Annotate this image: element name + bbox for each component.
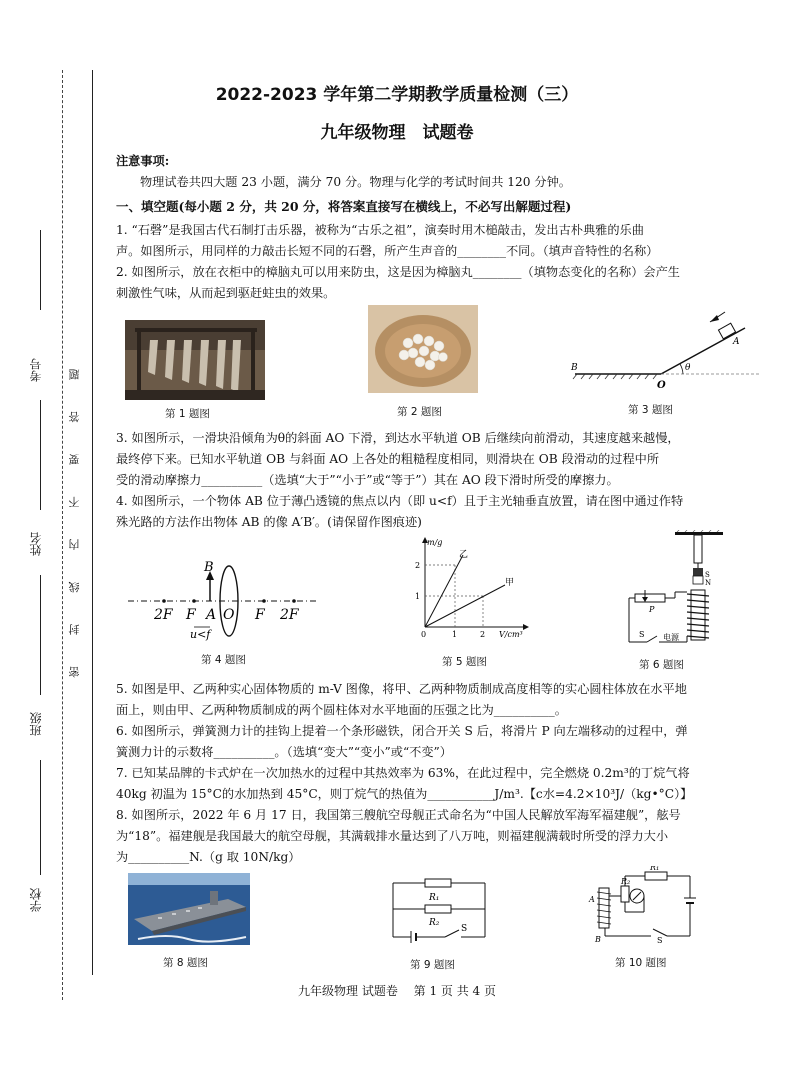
exam-subtitle: 九年级物理 试题卷	[320, 123, 474, 143]
name-label: 姓名	[29, 532, 43, 556]
q3-line2: 最终停下来。已知水平轨道 OB 与斜面 AO 上各处的粗糙程度相同，则滑块在 OB 段滑动的过程中所	[116, 452, 660, 466]
exam-no-label: 考号	[29, 358, 43, 382]
class-line	[40, 575, 41, 695]
fig1-stone-chime-photo	[125, 320, 265, 400]
fig5-series-jia: 甲	[505, 578, 515, 588]
class-label: 班级	[29, 712, 43, 736]
fig4-caption: 第 4 题图	[201, 654, 246, 666]
binding-dashed-line	[62, 70, 63, 1000]
fig4-label-B: B	[204, 560, 214, 575]
q7-line1: 7. 已知某品牌的卡式炉在一次加热水的过程中其热效率为 63%，在此过程中，完全燃烧 0.2m³的丁烷气将	[116, 766, 690, 780]
fig10-label-B: B	[595, 935, 601, 944]
fig5-tick-x1: 1	[452, 630, 458, 639]
q8-line1: 8. 如图所示，2022 年 6 月 17 日，我国第三艘航空母舰正式命名为“中国人民解放军海军福建舰”，舷号	[116, 808, 681, 822]
exam-no-line	[40, 230, 41, 310]
fig6-electromagnet-diagram	[625, 530, 730, 650]
school-label: 学校	[29, 888, 43, 912]
fig9-caption: 第 9 题图	[410, 959, 455, 971]
fig3-label-B: B	[571, 363, 578, 373]
fig5-tick-y2: 2	[415, 561, 421, 570]
page-footer: 九年级物理 试题卷 第 1 页 共 4 页	[298, 984, 496, 998]
fig9-label-S: S	[461, 924, 468, 934]
q1-line1: 1. “石磬”是我国古代石制打击乐器，被称为“古乐之祖”，演奏时用木槌敲击，发出古朴典雅的乐曲	[116, 223, 644, 237]
fig4-label-right2F: 2F	[280, 607, 299, 623]
fig4-label-rightF: F	[255, 607, 265, 623]
fig6-caption: 第 6 题图	[639, 659, 684, 671]
fig10-circuit-diagram	[585, 866, 700, 948]
q5-line2: 面上，则由甲、乙两种物质制成的两个圆柱体对水平地面的压强之比为__________。	[116, 703, 567, 717]
fig4-label-A: A	[206, 607, 217, 623]
fig10-label-A: A	[589, 895, 595, 904]
q6-line1: 6. 如图所示，弹簧测力计的挂钩上提着一个条形磁铁，闭合开关 S 后，将滑片 P 向左端移动的过程中，弹	[116, 724, 688, 738]
q2-line2: 刺激性气味，从而起到驱赶蛀虫的效果。	[116, 286, 336, 300]
fig5-series-yi: 乙	[459, 550, 469, 560]
fig5-tick-x2: 2	[480, 630, 486, 639]
fig5-xlabel: V/cm³	[499, 630, 523, 639]
q3-line1: 3. 如图所示，一滑块沿倾角为θ的斜面 AO 下滑，到达水平轨道 OB 后继续向前滑动，其速度越来越慢，	[116, 431, 680, 445]
fig9-circuit-diagram	[385, 873, 495, 945]
fig9-label-R1: R₁	[429, 893, 440, 903]
fig6-label-P: P	[649, 605, 655, 614]
q4-line2: 殊光路的方法作出物体 AB 的像 A′B′。(请保留作图痕迹)	[116, 515, 422, 529]
fig5-ylabel: m/g	[427, 538, 443, 547]
fig9-label-R2: R₂	[429, 918, 440, 928]
q8-line3: 为__________N.（g 取 10N/kg）	[116, 850, 301, 864]
fig10-label-R2: R₂	[621, 877, 631, 886]
fig4-label-u: u<f	[190, 628, 211, 641]
fig3-incline-diagram	[565, 308, 770, 398]
fig1-caption: 第 1 题图	[165, 408, 210, 420]
exam-title: 2022-2023 学年第二学期教学质量检测（三）	[215, 85, 579, 105]
q1-line2: 声。如图所示，用同样的力敲击长短不同的石磬，所产生声音的________不同。（填声音特性的名称）	[116, 244, 659, 258]
fig6-label-S-switch: S	[639, 630, 645, 639]
fig2-caption: 第 2 题图	[397, 406, 442, 418]
notice-heading: 注意事项:	[116, 154, 170, 168]
q3-line3: 受的滑动摩擦力__________（选填“大于”“小于”或“等于”）其在 AO 段下滑时所受的摩擦力。	[116, 473, 619, 487]
fig4-label-O: O	[223, 607, 235, 623]
fig4-label-left2F: 2F	[154, 607, 173, 623]
binding-solid-line	[92, 70, 93, 975]
fig6-label-source: 电源	[663, 633, 679, 642]
fig5-tick-x0: 0	[421, 630, 427, 639]
notice-body: 物理试卷共四大题 23 小题，满分 70 分。物理与化学的考试时间共 120 分钟。	[140, 175, 571, 189]
q4-line1: 4. 如图所示，一个物体 AB 位于薄凸透镜的焦点以内（即 u<f）且于主光轴垂直放置，请在图中通过作特	[116, 494, 684, 508]
q7-line2: 40kg 初温为 15°C的水加热到 45°C，则丁烷气的热值为___________J/m³.【c水=4.2×10³J/（kg•°C）】	[116, 787, 693, 801]
q5-line1: 5. 如图是甲、乙两种实心固体物质的 m-V 图像，将甲、乙两种物质制成高度相等的实心圆柱体放在水平地	[116, 682, 687, 696]
section-heading: 一、填空题(每小题 2 分，共 20 分，将答案直接写在横线上，不必写出解题过程)	[116, 199, 572, 214]
fig6-label-N-pole: N	[705, 579, 712, 587]
seal-notice: 密 封 线 内 不 要 答 题	[68, 355, 81, 678]
q8-line2: 为“18”。福建舰是我国最大的航空母舰，其满载排水量达到了八万吨，则福建舰满载时所受的浮力大小	[116, 829, 669, 843]
fig4-label-leftF: F	[186, 607, 196, 623]
fig10-label-S: S	[657, 936, 663, 945]
name-line	[40, 400, 41, 510]
fig5-caption: 第 5 题图	[442, 656, 487, 668]
fig4-convex-lens-diagram	[128, 555, 328, 645]
fig6-label-S-pole: S	[705, 571, 710, 579]
fig3-label-O: O	[657, 380, 666, 391]
fig3-label-theta: θ	[685, 363, 691, 373]
fig10-label-R1: R₁	[650, 866, 660, 872]
fig10-caption: 第 10 题图	[615, 957, 667, 969]
q6-line2: 簧测力计的示数将__________。（选填“变大”“变小”或“不变”）	[116, 745, 452, 759]
q2-line1: 2. 如图所示，放在衣柜中的樟脑丸可以用来防虫，这是因为樟脑丸________（填物态变化的名称）会产生	[116, 265, 680, 279]
fig8-caption: 第 8 题图	[163, 957, 208, 969]
fig8-aircraft-carrier-photo	[128, 873, 250, 945]
fig5-mv-graph	[405, 535, 535, 645]
fig5-tick-y1: 1	[415, 592, 421, 601]
fig3-label-A: A	[733, 337, 740, 347]
fig2-camphor-balls-photo	[368, 305, 478, 393]
school-line	[40, 760, 41, 875]
fig3-caption: 第 3 题图	[628, 404, 673, 416]
